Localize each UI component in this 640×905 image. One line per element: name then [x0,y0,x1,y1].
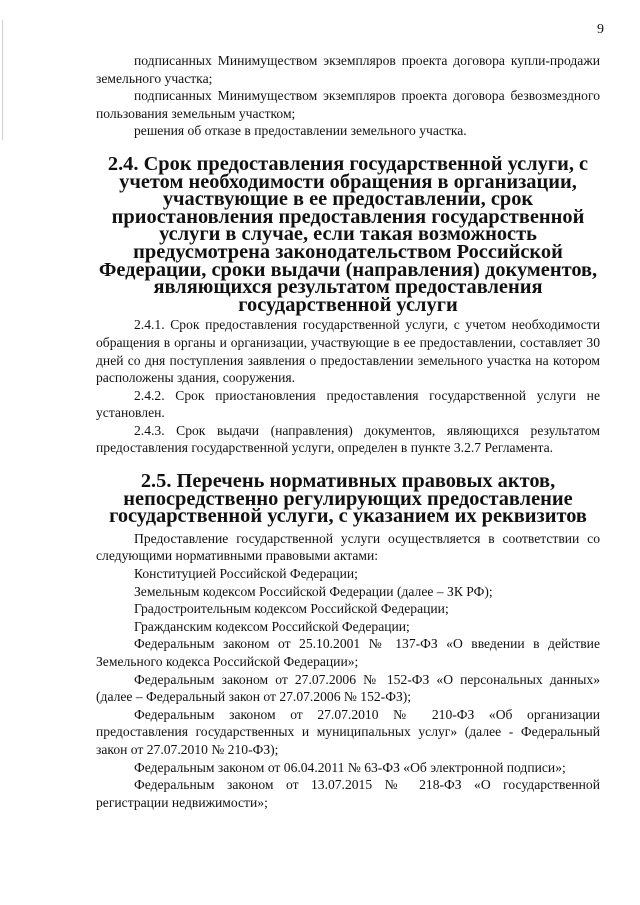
paragraph: 2.4.3. Срок выдачи (направления) документов, являющихся результатом предоставления государственной услуги, определен в пункте 3.2.7 Регламента. [96,422,600,456]
legal-act-item: Федеральным законом от 13.07.2015 № 218-ФЗ «О государственной регистрации недвижимости»; [96,777,600,810]
legal-act-item: Федеральным законом от 06.04.2011 № 63-ФЗ «Об электронной подписи»; [134,759,566,775]
legal-act-item: Земельным кодексом Российской Федерации (далее – ЗК РФ); [134,583,493,599]
section-heading-2-5: 2.5. Перечень нормативных правовых актов, непосредственно регулирующих предоставление государственной услуги, с указанием их реквизитов [109,470,587,528]
paragraph: 2.4.2. Срок приостановления предоставления государственной услуги не установлен. [96,387,600,421]
list-item: решения об отказе в предоставлении земельного участка. [134,123,467,139]
paragraph: Предоставление государственной услуги осуществляется в соответствии со следующими нормативными правовыми актами: [96,530,600,564]
legal-act-item: Федеральным законом от 25.10.2001 № 137-ФЗ «О введении в действие Земельного кодекса Российской Федерации»; [96,636,600,669]
list-item: подписанных Минимуществом экземпляров проекта договора купли-продажи земельного участка; [96,53,600,86]
scan-edge-mark [2,20,3,140]
page-content [96,52,600,811]
legal-act-item: Конституцией Российской Федерации; [134,566,358,582]
list-item: подписанных Минимуществом экземпляров проекта договора безвозмездного пользования земельным участком; [96,88,600,121]
legal-act-item: Градостроительным кодексом Российской Федерации; [134,601,449,617]
legal-act-item: Федеральным законом от 27.07.2006 № 152-ФЗ «О персональных данных» (далее – Федеральный закон от 27.07.2006 № 152-ФЗ); [96,671,600,705]
paragraph: 2.4.1. Срок предоставления государственной услуги, с учетом необходимости обращения в органы и организации, участвующие в ее предоставлении, составляет 30 дней со дня поступления заявления о предоставлении земельного участка на котором расположены здания, сооружения. [96,317,600,386]
legal-act-item: Федеральным законом от 27.07.2010 № 210-ФЗ «Об организации предоставления государственных и муниципальных услуг» (далее - Федеральный закон от 27.07.2010 № 210-ФЗ); [96,706,600,757]
section-heading-2-4: 2.4. Срок предоставления государственной услуги, с учетом необходимости обращения в организации, участвующие в ее предоставлении, срок приостановления предоставления государственной услуги в случае, если такая возможность предусмотрена законодательством Российской Федерации, сроки выдачи (направления) документов, являющихся результатом предоставления государственной услуги [98,152,598,316]
legal-act-item: Гражданским кодексом Российской Федерации; [134,618,410,634]
page-number: 9 [597,22,604,37]
